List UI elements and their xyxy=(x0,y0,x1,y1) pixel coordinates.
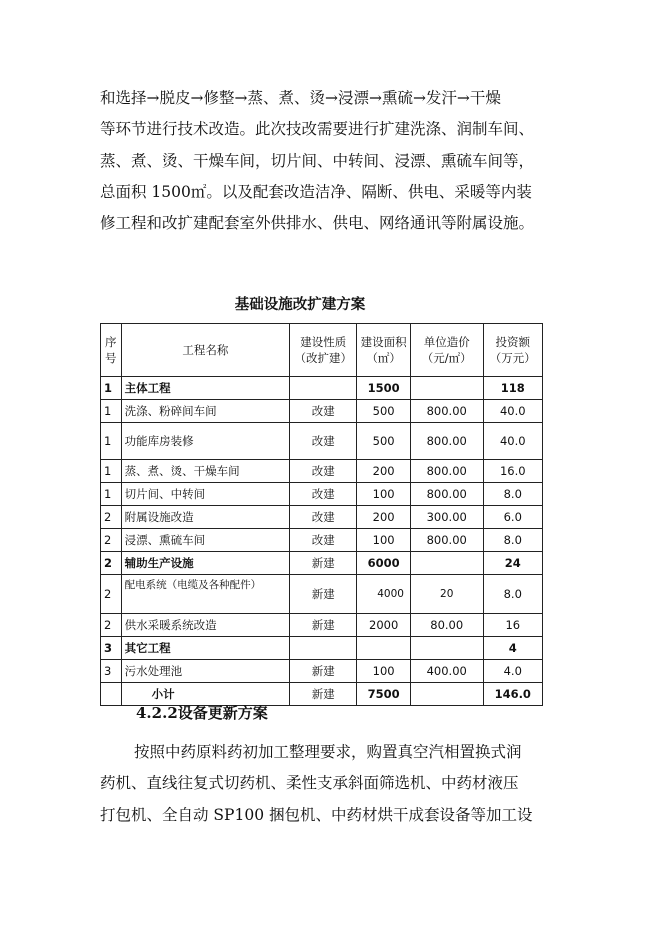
cell-price: 20 xyxy=(410,575,483,614)
cell-invest: 146.0 xyxy=(483,683,542,706)
cell-name: 小计 xyxy=(121,683,290,706)
cell-price: 80.00 xyxy=(410,614,483,637)
cell-nature: 改建 xyxy=(290,529,357,552)
cell-nature: 改建 xyxy=(290,483,357,506)
intro-paragraph xyxy=(100,83,570,239)
cell-invest: 6.0 xyxy=(483,506,542,529)
paragraph-line: 总面积 1500㎡。以及配套改造洁净、隔断、供电、采暖等内装 xyxy=(100,182,532,201)
table-row xyxy=(101,575,543,614)
cell-name: 主体工程 xyxy=(121,377,290,400)
table-row xyxy=(101,614,543,637)
cell-invest: 118 xyxy=(483,377,542,400)
cell-invest: 4 xyxy=(483,637,542,660)
cell-area xyxy=(357,637,411,660)
cell-name: 洗涤、粉碎间车间 xyxy=(121,400,290,423)
cell-price: 400.00 xyxy=(410,660,483,683)
cell-name: 附属设施改造 xyxy=(121,506,290,529)
cell-seq: 2 xyxy=(101,575,122,614)
header-seq: 序号 xyxy=(101,324,122,377)
cell-seq: 1 xyxy=(101,377,122,400)
cell-name: 浸漂、熏硫车间 xyxy=(121,529,290,552)
table-row xyxy=(101,423,543,460)
cell-nature: 新建 xyxy=(290,614,357,637)
paragraph-line: 等环节进行技术改造。此次技改需要进行扩建洗涤、润制车间、 xyxy=(100,120,535,139)
table-row xyxy=(101,460,543,483)
cell-name: 切片间、中转间 xyxy=(121,483,290,506)
cell-nature xyxy=(290,377,357,400)
cell-seq: 1 xyxy=(101,460,122,483)
cell-invest: 40.0 xyxy=(483,400,542,423)
table-header-row xyxy=(101,324,543,377)
cell-nature: 改建 xyxy=(290,423,357,460)
table-row xyxy=(101,660,543,683)
cell-seq: 3 xyxy=(101,660,122,683)
cell-price xyxy=(410,552,483,575)
cell-invest: 40.0 xyxy=(483,423,542,460)
equipment-paragraph xyxy=(100,737,570,831)
cell-price xyxy=(410,637,483,660)
cell-area: 500 xyxy=(357,423,411,460)
table-row xyxy=(101,483,543,506)
cell-invest: 4.0 xyxy=(483,660,542,683)
cell-area: 200 xyxy=(357,460,411,483)
cell-name: 污水处理池 xyxy=(121,660,290,683)
paragraph-line: 修工程和改扩建配套室外供排水、供电、网络通讯等附属设施。 xyxy=(100,214,535,233)
cell-price: 800.00 xyxy=(410,423,483,460)
cell-area: 100 xyxy=(357,660,411,683)
cell-invest: 8.0 xyxy=(483,529,542,552)
cell-nature: 改建 xyxy=(290,506,357,529)
cell-price xyxy=(410,377,483,400)
cell-price xyxy=(410,683,483,706)
cell-price: 800.00 xyxy=(410,483,483,506)
cell-name: 辅助生产设施 xyxy=(121,552,290,575)
table-row xyxy=(101,552,543,575)
cell-name: 供水采暖系统改造 xyxy=(121,614,290,637)
cell-nature: 新建 xyxy=(290,552,357,575)
cell-nature: 改建 xyxy=(290,400,357,423)
cell-area: 100 xyxy=(357,483,411,506)
cell-area: 1500 xyxy=(357,377,411,400)
cell-seq: 2 xyxy=(101,552,122,575)
cell-area: 4000 xyxy=(357,575,411,614)
infrastructure-table xyxy=(100,323,543,706)
cell-invest: 16.0 xyxy=(483,460,542,483)
cell-seq: 3 xyxy=(101,637,122,660)
header-unit-price: 单位造价（元/㎡） xyxy=(410,324,483,377)
cell-seq: 1 xyxy=(101,483,122,506)
cell-area: 500 xyxy=(357,400,411,423)
cell-seq xyxy=(101,683,122,706)
cell-invest: 16 xyxy=(483,614,542,637)
cell-invest: 8.0 xyxy=(483,483,542,506)
cell-name: 蒸、煮、烫、干燥车间 xyxy=(121,460,290,483)
cell-area: 7500 xyxy=(357,683,411,706)
cell-area: 2000 xyxy=(357,614,411,637)
cell-nature: 新建 xyxy=(290,683,357,706)
header-name: 工程名称 xyxy=(121,324,290,377)
cell-price: 300.00 xyxy=(410,506,483,529)
table-row xyxy=(101,637,543,660)
header-area: 建设面积（㎡） xyxy=(357,324,411,377)
cell-price: 800.00 xyxy=(410,460,483,483)
paragraph-line: 蒸、煮、烫、干燥车间，切片间、中转间、浸漂、熏硫车间等， xyxy=(100,151,535,170)
cell-seq: 2 xyxy=(101,614,122,637)
cell-seq: 2 xyxy=(101,529,122,552)
table-title: 基础设施改扩建方案 xyxy=(234,296,366,313)
paragraph-line: 和选择→脱皮→修整→蒸、煮、烫→浸漂→熏硫→发汗→干燥 xyxy=(100,89,501,107)
cell-seq: 2 xyxy=(101,506,122,529)
cell-area: 6000 xyxy=(357,552,411,575)
paragraph-line: 打包机、全自动 SP100 捆包机、中药材烘干成套设备等加工设 xyxy=(100,805,533,824)
section-heading: 4.2.2设备更新方案 xyxy=(136,704,268,722)
cell-name: 配电系统（电缆及各种配件） xyxy=(121,575,290,614)
table-row xyxy=(101,529,543,552)
cell-name: 功能库房装修 xyxy=(121,423,290,460)
cell-price: 800.00 xyxy=(410,529,483,552)
cell-price: 800.00 xyxy=(410,400,483,423)
cell-area: 100 xyxy=(357,529,411,552)
cell-nature: 新建 xyxy=(290,660,357,683)
cell-invest: 8.0 xyxy=(483,575,542,614)
cell-seq: 1 xyxy=(101,423,122,460)
header-nature: 建设性质（改扩建） xyxy=(290,324,357,377)
header-investment: 投资额（万元） xyxy=(483,324,542,377)
cell-area: 200 xyxy=(357,506,411,529)
paragraph-line: 按照中药原料药初加工整理要求，购置真空汽相置换式润 xyxy=(134,743,522,761)
paragraph-line: 药机、直线往复式切药机、柔性支承斜面筛选机、中药材液压 xyxy=(100,774,519,793)
cell-name: 其它工程 xyxy=(121,637,290,660)
cell-nature: 新建 xyxy=(290,575,357,614)
table-row xyxy=(101,377,543,400)
cell-invest: 24 xyxy=(483,552,542,575)
cell-seq: 1 xyxy=(101,400,122,423)
cell-nature: 改建 xyxy=(290,460,357,483)
cell-nature xyxy=(290,637,357,660)
table-row xyxy=(101,506,543,529)
table-row xyxy=(101,400,543,423)
